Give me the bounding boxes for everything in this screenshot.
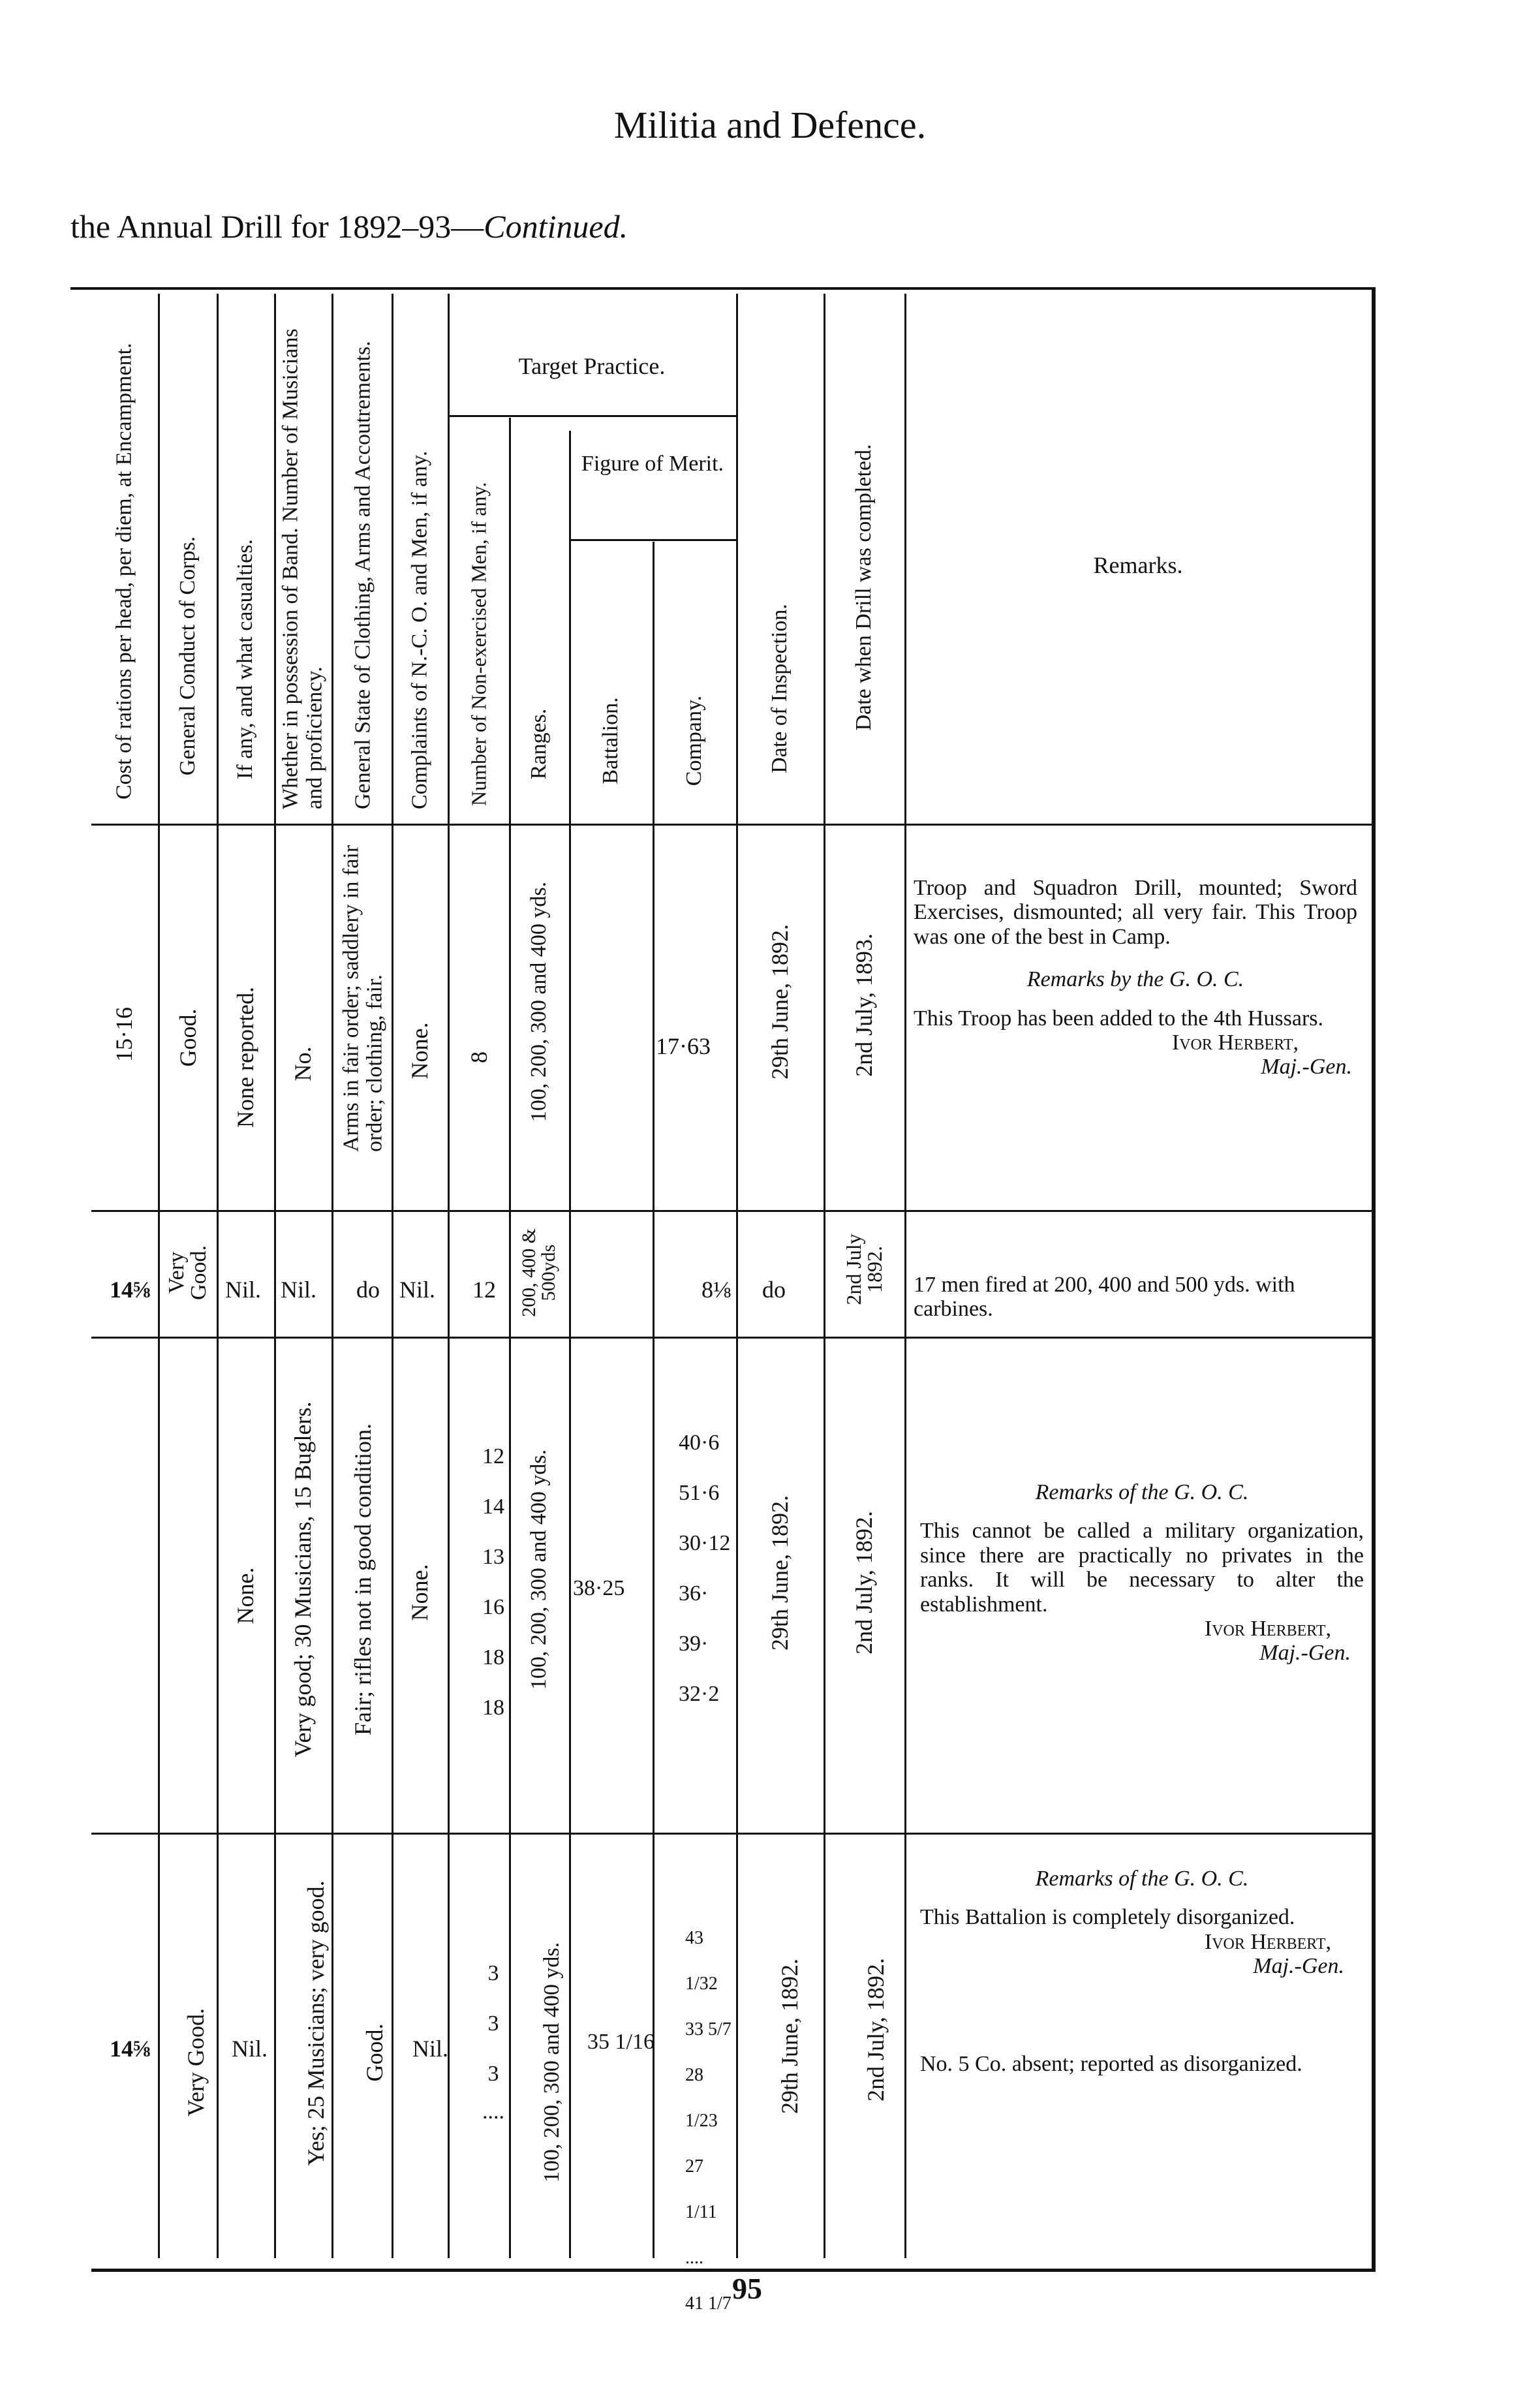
col-rule [569,431,571,2258]
non-exercised-value: .... [482,2100,504,2124]
col-rule [904,294,906,2258]
header-non-exercised: Number of Non-exercised Men, if any. [467,482,491,806]
company-value: 51·6 [679,1481,720,1505]
cell-state: do [356,1277,380,1303]
col-rule [824,294,825,2258]
cell-band: Nil. [281,1277,317,1303]
figure-of-merit-rule [569,539,736,541]
cell-remarks [920,1867,1364,2076]
signature: Ivor Herbert, [1204,1929,1331,1954]
cell-casualties: Nil. [225,1277,262,1303]
cell-cost: 15·16 [111,1007,137,1062]
cell-company [685,1916,736,2327]
signature: Ivor Herbert, [1171,1030,1299,1055]
header-company: Company. [682,695,706,786]
signature-rank: Maj.-Gen. [1261,1055,1352,1079]
page-title: Militia and Defence. [613,104,927,146]
cell-conduct: Good. [175,1008,201,1067]
col-rule [736,294,738,2258]
header-target-practice: Target Practice. [518,353,666,379]
header-cost: Cost of rations per head, per diem, at Encampment. [112,343,136,799]
signature-rank: Maj.-Gen. [1259,1641,1351,1666]
company-value: 33 5/7 [685,2019,732,2040]
cell-date-inspection: do [762,1277,786,1303]
goc-heading: Remarks by the G. O. C. [1026,967,1244,992]
signature-rank: Maj.-Gen. [1253,1954,1344,1979]
goc-heading: Remarks of the G. O. C. [1035,1480,1249,1504]
cell-casualties: Nil. [232,2036,268,2062]
col-rule [448,294,450,2258]
col-rule [392,294,393,2258]
cell-band: Very good; 30 Musicians, 15 Buglers. [290,1401,316,1758]
company-value: 41 1/7 [685,2293,732,2314]
cell-remarks [920,1480,1364,1666]
header-band: Whether in possession of Band. Number of Musicians and proficiency. [278,328,327,809]
col-rule [217,294,219,2258]
cell-complaints: Nil. [399,1277,436,1303]
cell-casualties: None. [232,1567,258,1624]
header-state: General State of Clothing, Arms and Accoutrements. [350,341,375,809]
target-practice-rule [448,415,736,417]
company-value: 30·12 [679,1531,731,1555]
cell-state: Fair; rifles not in good condition. [350,1423,376,1735]
cell-complaints: None. [407,1564,433,1621]
page-number: 95 [732,2272,762,2305]
cell-band: Yes; 25 Musicians; very good. [303,1880,329,2166]
cell-ranges: 100, 200, 300 and 400 yds. [527,1449,551,1690]
header-date-completed: Date when Drill was completed. [852,444,876,731]
cell-cost: 14⅝ [110,2036,151,2062]
non-exercised-value: 3 [487,2062,499,2086]
header-figure-of-merit: Figure of Merit. [581,452,724,476]
page-subtitle [70,208,628,245]
cell-complaints: Nil. [412,2036,449,2062]
company-value: 27 1/11 [685,2156,717,2222]
table-right-rule [1372,287,1376,2271]
cell-state: Good. [362,2023,388,2082]
col-rule [274,294,276,2258]
header-date-inspection: Date of Inspection. [767,604,792,773]
row-rule [91,1833,1372,1835]
cell-company [679,1418,737,1719]
col-rule [331,294,333,2258]
non-exercised-value: 18 [482,1645,504,1669]
company-value: 39· [679,1632,709,1656]
header-complaints: Complaints of N.-C. O. and Men, if any. [407,450,432,809]
company-value: 43 1/32 [685,1928,718,1994]
non-exercised-value: 16 [482,1595,504,1619]
cell-non-exercised [461,1431,526,1733]
remarks-text: Troop and Squadron Drill, mounted; Sword Exercises, dismounted; all very fair. This Troop was one of the best in Camp. [914,876,1357,949]
cell-date-inspection: 29th June, 1892. [767,924,793,1079]
non-exercised-value: 3 [487,2011,499,2036]
cell-non-exercised: 12 [472,1277,496,1303]
col-rule [653,542,654,2258]
cell-ranges: 200, 400 & 500yds [518,1228,559,1317]
cell-remarks [914,876,1357,1079]
cell-cost: 14⅝ [110,1277,151,1303]
cell-battalion: 38·25 [573,1576,625,1600]
non-exercised-value: 3 [487,1961,499,1985]
cell-date-completed: 2nd July, 1892. [851,1511,877,1654]
header-conduct: General Conduct of Corps. [176,536,200,776]
subtitle-prefix: the Annual Drill for 1892–93— [70,208,484,245]
col-rule [158,294,160,2258]
company-value: 40·6 [679,1431,720,1455]
company-value: 32·2 [679,1682,720,1706]
cell-conduct: Very Good. [164,1245,211,1301]
cell-company: 17·63 [656,1033,711,1059]
cell-band: No. [290,1046,316,1081]
cell-date-completed: 2nd July 1892. [842,1234,886,1305]
header-bottom-rule [91,824,1372,826]
row-rule [91,1337,1372,1339]
remarks-text: This Troop has been added to the 4th Hussars. [914,1006,1324,1031]
company-value: .... [685,2248,703,2268]
cell-date-completed: 2nd July, 1892. [863,1958,889,2102]
cell-non-exercised: 8 [466,1051,492,1063]
header-battalion: Battalion. [598,697,623,784]
remarks-text: This Battalion is completely disorganized. [920,1905,1295,1930]
table-top-rule [70,287,1376,290]
cell-ranges: 100, 200, 300 and 400 yds. [540,1942,564,2183]
goc-heading: Remarks of the G. O. C. [1035,1867,1249,1891]
cell-date-inspection: 29th June, 1892. [767,1495,793,1651]
cell-complaints: None. [407,1022,433,1079]
non-exercised-value: 13 [482,1545,504,1569]
non-exercised-value: 12 [482,1444,504,1468]
cell-remarks: 17 men fired at 200, 400 and 500 yds. with carbines. [914,1273,1295,1322]
header-casualties: If any, and what casualties. [233,539,257,779]
cell-non-exercised [461,1948,526,2125]
cell-date-completed: 2nd July, 1893. [851,933,877,1077]
row-rule [91,1210,1372,1212]
remarks-text: No. 5 Co. absent; reported as disorganized. [920,2051,1302,2076]
cell-battalion: 35 1/16 [587,2030,654,2054]
signature: Ivor Herbert, [1204,1616,1331,1641]
cell-company: 8⅛ [701,1277,731,1303]
company-value: 36· [679,1581,709,1606]
header-ranges: Ranges. [527,708,551,780]
subtitle-continued: Continued. [484,208,628,245]
cell-date-inspection: 29th June, 1892. [777,1959,803,2114]
cell-conduct: Very Good. [183,2008,209,2117]
header-remarks: Remarks. [1093,552,1183,578]
remarks-text: This cannot be called a military organization, since there are practically no privates in the ranks. It will be necessary to alter the establishment. [920,1519,1364,1617]
cell-casualties: None reported. [232,987,258,1128]
cell-ranges: 100, 200, 300 and 400 yds. [527,881,551,1123]
non-exercised-value: 14 [482,1495,504,1519]
cell-state: Arms in fair order; saddlery in fair order; clothing, fair. [339,845,386,1152]
non-exercised-value: 18 [482,1696,504,1720]
company-value: 28 1/23 [685,2065,718,2131]
